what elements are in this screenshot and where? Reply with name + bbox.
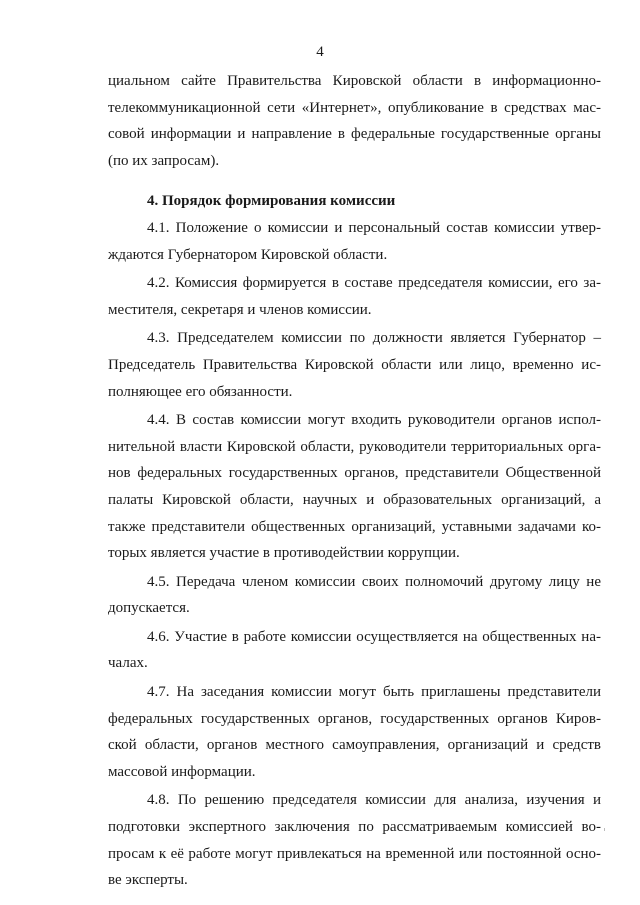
text-line: совой информации и направление в федеральные государственные органы [108, 126, 601, 143]
text-line: 4.2. Комиссия формируется в составе председателя комиссии, его за- [147, 275, 601, 292]
text-line: телекоммуникационной сети «Интернет», опубликование в средствах мас- [108, 99, 601, 116]
text-line: 4.1. Положение о комиссии и персональный состав комиссии утвер- [147, 219, 601, 236]
intro-paragraph [108, 68, 601, 174]
text-line: Председатель Правительства Кировской области или лицо, временно ис- [108, 356, 601, 373]
text-line: допускается. [108, 600, 190, 617]
text-line: ской области, органов местного самоуправления, организаций и средств [108, 737, 601, 754]
text-line: 4.4. В состав комиссии могут входить руководители органов испол- [147, 412, 601, 429]
document-body [108, 68, 601, 894]
text-line: 4.8. По решению председателя комиссии для анализа, изучения и [147, 792, 601, 809]
text-line: торых является участие в противодействии коррупции. [108, 545, 460, 562]
page-number: 4 [316, 44, 324, 60]
scan-speck [604, 828, 605, 831]
text-line: 4.7. На заседания комиссии могут быть приглашены представители [147, 684, 601, 701]
paragraph-4-8 [108, 787, 601, 893]
text-line: циальном сайте Правительства Кировской области в информационно- [108, 73, 601, 89]
text-line: нов федеральных государственных органов, представители Общественной [108, 465, 601, 482]
text-line: просам к её работе могут привлекаться на временной или постоянной осно- [108, 845, 601, 862]
paragraph-4-4 [108, 407, 601, 567]
paragraph-4-7 [108, 679, 601, 785]
text-line: массовой информации. [108, 763, 256, 780]
text-line: также представители общественных организаций, уставными задачами ко- [108, 518, 601, 535]
text-line: ве эксперты. [108, 872, 188, 889]
text-line: 4.3. Председателем комиссии по должности является Губернатор – [147, 330, 601, 347]
text-line: федеральных государственных органов, государственных органов Киров- [108, 710, 601, 727]
paragraph-4-5 [108, 569, 601, 622]
paragraph-4-1 [108, 215, 601, 268]
text-line: 4.5. Передача членом комиссии своих полномочий другому лицу не [147, 573, 601, 590]
text-line: полняющее его обязанности. [108, 383, 293, 400]
text-line: 4.6. Участие в работе комиссии осуществляется на общественных на- [147, 628, 601, 645]
text-line: чалах. [108, 655, 148, 672]
section-heading: 4. Порядок формирования комиссии [147, 193, 396, 210]
text-line: ждаются Губернатором Кировской области. [108, 246, 388, 263]
paragraph-4-3 [108, 325, 601, 405]
text-line: палаты Кировской области, научных и образовательных организаций, а [108, 491, 601, 508]
text-line: подготовки экспертного заключения по рассматриваемым комиссией во- [108, 819, 601, 836]
text-line: местителя, секретаря и членов комиссии. [108, 301, 372, 318]
paragraph-4-6 [108, 624, 601, 677]
paragraph-4-2 [108, 270, 601, 323]
text-line: нительной власти Кировской области, руководители территориальных орга- [108, 438, 601, 455]
text-line: (по их запросам). [108, 152, 220, 169]
